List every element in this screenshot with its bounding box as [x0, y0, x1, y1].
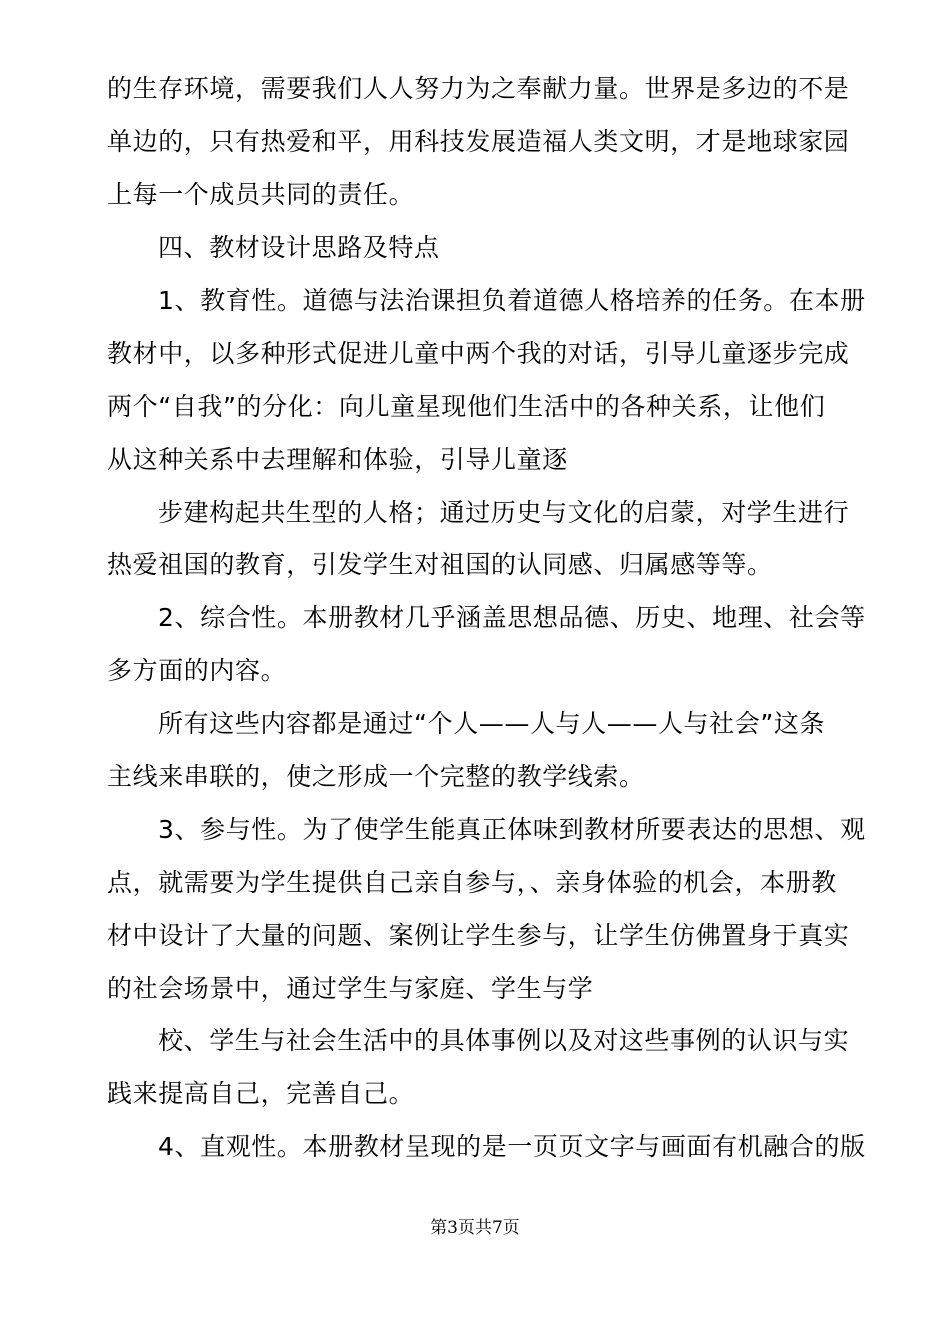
body-line: 2、综合性。本册教材几乎涵盖思想品德、历史、地理、社会等	[158, 603, 866, 632]
body-line: 热爱祖国的教育，引发学生对祖国的认同感、归属感等等。	[107, 550, 773, 579]
body-line: 材中设计了大量的问题、案例让学生参与，让学生仿佛置身于真实	[107, 921, 850, 950]
body-line: 教材中，以多种形式促进儿童中两个我的对话，引导儿童逐步完成	[107, 339, 850, 368]
body-line: 单边的，只有热爱和平，用科技发展造福人类文明，才是地球家园	[107, 127, 850, 156]
body-line: 主线来串联的，使之形成一个完整的教学线索。	[107, 762, 645, 791]
body-line: 校、学生与社会生活中的具体事例以及对这些事例的认识与实	[158, 1026, 850, 1055]
body-line: 践来提高自己，完善自己。	[107, 1079, 415, 1108]
page-footer: 第3页共7页	[430, 1218, 520, 1238]
section-heading: 四、教材设计思路及特点	[158, 233, 440, 262]
body-line: 的社会场景中，通过学生与家庭、学生与学	[107, 974, 594, 1003]
body-line: 多方面的内容。	[107, 656, 287, 685]
body-line: 从这种关系中去理解和体验，引导儿童逐	[107, 445, 568, 474]
body-line: 步建构起共生型的人格；通过历史与文化的启蒙，对学生进行	[158, 498, 850, 527]
body-line: 4、直观性。本册教材呈现的是一页页文字与画面有机融合的版	[158, 1132, 866, 1161]
body-line: 所有这些内容都是通过“个人——人与人——人与社会”这条	[158, 709, 826, 738]
body-line: 点，就需要为学生提供自己亲自参与，、亲身体验的机会，本册教	[107, 868, 837, 897]
body-line: 3、参与性。为了使学生能真正体味到教材所要表达的思想、观	[158, 815, 866, 844]
body-line: 1、教育性。道德与法治课担负着道德人格培养的任务。在本册	[158, 286, 866, 315]
body-line: 的生存环境，需要我们人人努力为之奉献力量。世界是多边的不是	[107, 74, 850, 103]
body-line: 上每一个成员共同的责任。	[107, 180, 415, 209]
body-line: 两个“自我”的分化：向儿童星现他们生活中的各种关系，让他们	[107, 392, 826, 421]
